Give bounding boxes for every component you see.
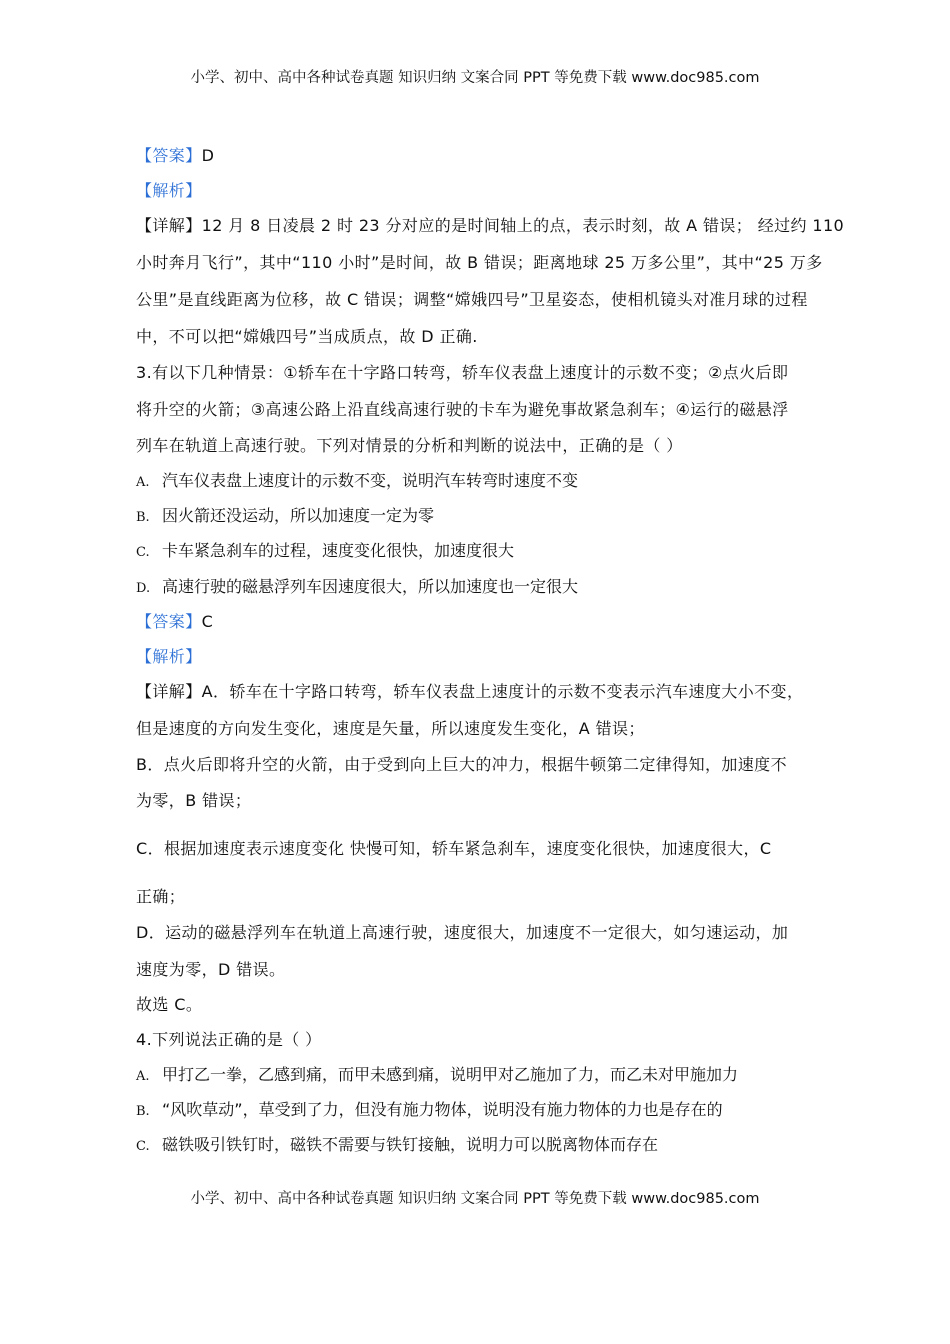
- q3-detail-line: 速度为零，D 错误。: [136, 960, 286, 979]
- q3-answer: [136, 611, 213, 633]
- q4-stem: 4.下列说法正确的是（ ）: [136, 1030, 322, 1049]
- q2-analysis-tag: [136, 180, 202, 202]
- option-letter: A.: [136, 1069, 150, 1084]
- q3-answer-value: C: [201, 612, 214, 631]
- q3-option-b: [136, 505, 434, 529]
- q3-detail-line: D．运动的磁悬浮列车在轨道上高速行驶，速度很大，加速度不一定很大，如匀速运动，加: [136, 923, 789, 942]
- detail-tag: 【详解】: [136, 216, 202, 235]
- q3-stem-line: 3.有以下几种情景：①轿车在十字路口转弯，轿车仪表盘上速度计的示数不变；②点火后即: [136, 363, 789, 382]
- option-text: “风吹草动”，草受到了力，但没有施力物体，说明没有施力物体的力也是存在的: [162, 1100, 723, 1119]
- q4-option-b: [136, 1099, 723, 1123]
- analysis-tag: 【解析】: [136, 647, 202, 666]
- option-text: 高速行驶的磁悬浮列车因速度很大，所以加速度也一定很大: [162, 577, 579, 596]
- q2-detail-text: 12 月 8 日凌晨 2 时 23 分对应的是时间轴上的点，表示时刻，故 A 错误； 经过约 110: [201, 216, 845, 235]
- q3-detail-line: [136, 681, 803, 703]
- q3-detail-line: C．根据加速度表示速度变化 快慢可知，轿车紧急刹车，速度变化很快，加速度很大，C: [136, 839, 772, 858]
- q3-analysis-tag: [136, 646, 202, 668]
- option-text: 卡车紧急刹车的过程，速度变化很快，加速度很大: [162, 541, 515, 560]
- answer-tag: 【答案】: [136, 612, 202, 631]
- q3-detail-line: 为零，B 错误；: [136, 791, 252, 810]
- option-text: 因火箭还没运动，所以加速度一定为零: [162, 506, 435, 525]
- q4-option-c: [136, 1134, 658, 1158]
- q2-answer: [136, 145, 214, 167]
- option-letter: C.: [136, 1139, 150, 1154]
- q3-stem-line: 将升空的火箭；③高速公路上沿直线高速行驶的卡车为避免事故紧急刹车；④运行的磁悬浮: [136, 400, 789, 419]
- option-text: 甲打乙一拳，乙感到痛，而甲未感到痛，说明甲对乙施加了力，而乙未对甲施加力: [162, 1065, 739, 1084]
- q2-detail-line: [136, 215, 844, 237]
- option-text: 磁铁吸引铁钉时，磁铁不需要与铁钉接触，说明力可以脱离物体而存在: [162, 1135, 659, 1154]
- detail-tag: 【详解】: [136, 682, 202, 701]
- option-text: 汽车仪表盘上速度计的示数不变，说明汽车转弯时速度不变: [162, 471, 579, 490]
- q3-detail-line: 正确；: [136, 887, 186, 906]
- answer-tag: 【答案】: [136, 146, 202, 165]
- q3-stem-line: 列车在轨道上高速行驶。下列对情景的分析和判断的说法中，正确的是（ ）: [136, 436, 683, 455]
- option-letter: D.: [136, 581, 151, 596]
- q3-option-a: [136, 470, 578, 494]
- q2-answer-value: D: [201, 146, 215, 165]
- q3-detail-line: 但是速度的方向发生变化，速度是矢量，所以速度发生变化，A 错误；: [136, 719, 645, 738]
- option-letter: B.: [136, 1104, 150, 1119]
- option-letter: A.: [136, 475, 150, 490]
- page-header: 小学、初中、高中各种试卷真题 知识归纳 文案合同 PPT 等免费下载 www.doc985.com: [190, 70, 760, 86]
- q3-detail-text: A．轿车在十字路口转弯，轿车仪表盘上速度计的示数不变表示汽车速度大小不变，: [201, 682, 804, 701]
- option-letter: C.: [136, 545, 150, 560]
- q2-detail-line: 中，不可以把“嫦娥四号”当成质点，故 D 正确.: [136, 327, 478, 346]
- q3-detail-line: B．点火后即将升空的火箭，由于受到向上巨大的冲力，根据牛顿第二定律得知，加速度不: [136, 755, 787, 774]
- q3-option-c: [136, 540, 514, 564]
- option-letter: B.: [136, 510, 150, 525]
- analysis-tag: 【解析】: [136, 181, 202, 200]
- q3-option-d: [136, 576, 578, 600]
- q2-detail-line: 小时奔月飞行”，其中“110 小时”是时间，故 B 错误；距离地球 25 万多公里”，其中“25 万多: [136, 253, 823, 272]
- page-footer: 小学、初中、高中各种试卷真题 知识归纳 文案合同 PPT 等免费下载 www.doc985.com: [190, 1191, 760, 1207]
- q3-detail-line: 故选 C。: [136, 995, 203, 1014]
- q4-option-a: [136, 1064, 738, 1088]
- q2-detail-line: 公里”是直线距离为位移，故 C 错误；调整“嫦娥四号”卫星姿态，使相机镜头对准月球的过程: [136, 290, 808, 309]
